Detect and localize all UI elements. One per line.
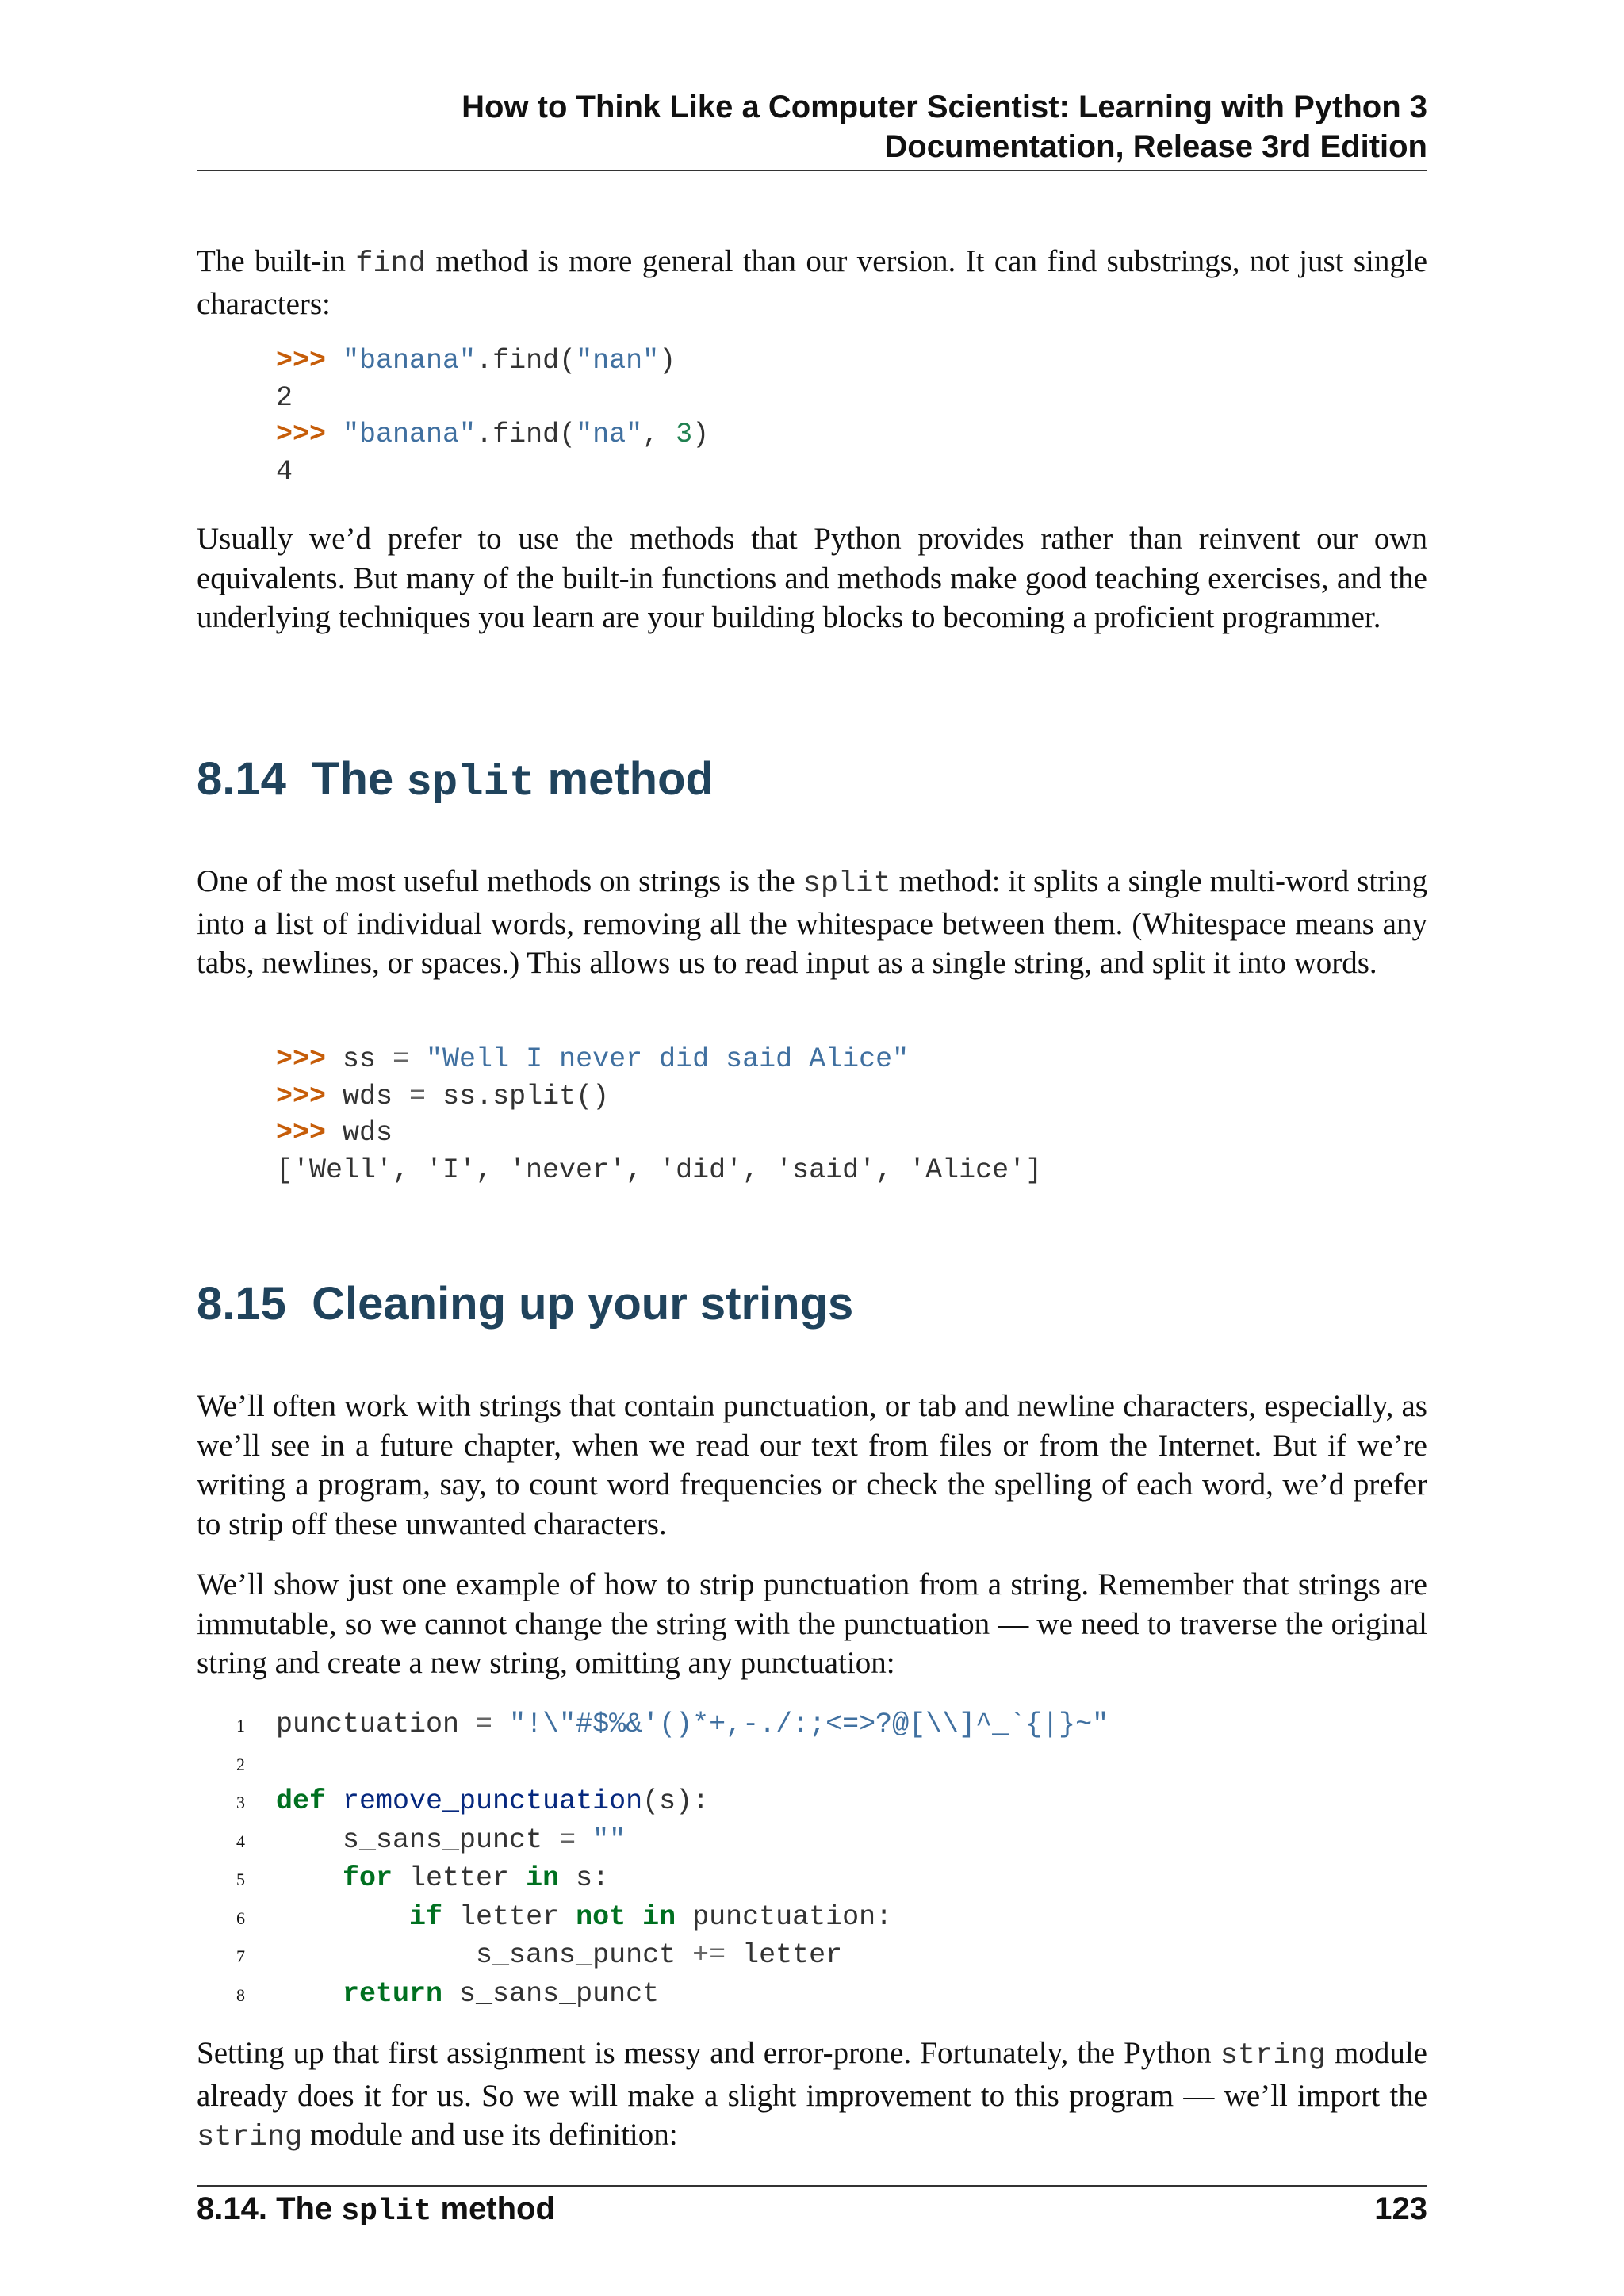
header-title-line2: Documentation, Release 3rd Edition bbox=[884, 129, 1427, 164]
code-line: 8 return s_sans_punct bbox=[236, 1976, 1109, 2015]
code-line: >>> "banana".find("nan") bbox=[276, 345, 676, 377]
line-number: 4 bbox=[236, 1831, 245, 1851]
code-block-split bbox=[276, 1041, 1042, 1188]
running-footer-section: 8.14. The split method bbox=[197, 2191, 555, 2229]
code-block-find bbox=[276, 342, 709, 490]
line-number: 1 bbox=[236, 1716, 245, 1735]
footer-divider bbox=[197, 2185, 1427, 2187]
code-line: 6 if letter not in punctuation: bbox=[236, 1899, 1109, 1938]
code-output: 4 bbox=[276, 455, 293, 488]
line-number: 8 bbox=[236, 1984, 245, 2005]
code-line: >>> wds bbox=[276, 1117, 393, 1149]
code-line: >>> ss = "Well I never did said Alice" bbox=[276, 1043, 910, 1075]
inline-code-split: split bbox=[802, 867, 891, 901]
inline-code-string: string bbox=[197, 2121, 303, 2154]
code-line: >>> "banana".find("na", 3) bbox=[276, 419, 710, 450]
cleaning-paragraph-2: We’ll show just one example of how to strip punctuation from a string. Remember that strings are immutable, so we cannot change the string with the punctuation — we need to traverse the original string and create a new string, omitting any punctuation: bbox=[197, 1567, 1427, 1680]
page-number: 123 bbox=[1374, 2191, 1427, 2226]
split-paragraph: One of the most useful methods on strings is the split method: it splits a single multi-word string into a list of individual words, removing all the whitespace between them. (Whitespace means any tabs, newlines, or spaces.) This allows us to read input as a single string, and split it into words. bbox=[197, 864, 1427, 980]
string-module-paragraph: Setting up that first assignment is messy and error-prone. Fortunately, the Python string module already does it for us. So we will make a slight improvement to this program — we’ll import the string module and use its definition: bbox=[197, 2036, 1427, 2154]
code-line: 3 def remove_punctuation(s): bbox=[236, 1783, 1109, 1822]
inline-code-find: find bbox=[355, 247, 427, 281]
line-number: 7 bbox=[236, 1946, 245, 1966]
code-line: 1 punctuation = "!\"#$%&'()*+,-./:;<=>?@[\\]^_`{|}~" bbox=[236, 1706, 1109, 1745]
code-line bbox=[236, 1745, 1109, 1784]
code-output: ['Well', 'I', 'never', 'did', 'said', 'Alice'] bbox=[276, 1154, 1043, 1186]
code-line: 5 for letter in s: bbox=[236, 1860, 1109, 1899]
line-number: 5 bbox=[236, 1869, 245, 1889]
code-line: 7 s_sans_punct += letter bbox=[236, 1937, 1109, 1976]
section-heading-8-15: 8.15 Cleaning up your strings bbox=[197, 1278, 854, 1330]
inline-code-string: string bbox=[1220, 2039, 1326, 2072]
intro-paragraph-1: The built-in find method is more general than our version. It can find substrings, not just single characters: bbox=[197, 244, 1428, 321]
section-heading-8-14: 8.14 The split method bbox=[197, 753, 714, 808]
code-line: 4 s_sans_punct = "" bbox=[236, 1822, 1109, 1861]
line-number: 6 bbox=[236, 1908, 245, 1928]
header-title-line1: How to Think Like a Computer Scientist: Learning with Python 3 bbox=[462, 90, 1427, 124]
cleaning-paragraph-1: We’ll often work with strings that contain punctuation, or tab and newline characters, especially, as we’ll see in a future chapter, when we read our text from files or from the Internet. But if we’re writing a program, say, to count word frequencies or check the spelling of each word, we’d prefer to strip off these unwanted characters. bbox=[197, 1389, 1427, 1541]
code-output: 2 bbox=[276, 381, 293, 414]
line-number: 3 bbox=[236, 1793, 245, 1812]
header-divider bbox=[197, 170, 1427, 171]
code-line: >>> wds = ss.split() bbox=[276, 1080, 610, 1112]
code-block-remove-punctuation bbox=[236, 1706, 1109, 2014]
running-header bbox=[462, 87, 1427, 166]
line-number: 2 bbox=[236, 1754, 245, 1774]
intro-paragraph-2: Usually we’d prefer to use the methods that Python provides rather than reinvent our own equivalents. But many of the built-in functions and methods make good teaching exercises, and the underlying techniques you learn are your building blocks to becoming a proficient programmer. bbox=[197, 522, 1427, 634]
